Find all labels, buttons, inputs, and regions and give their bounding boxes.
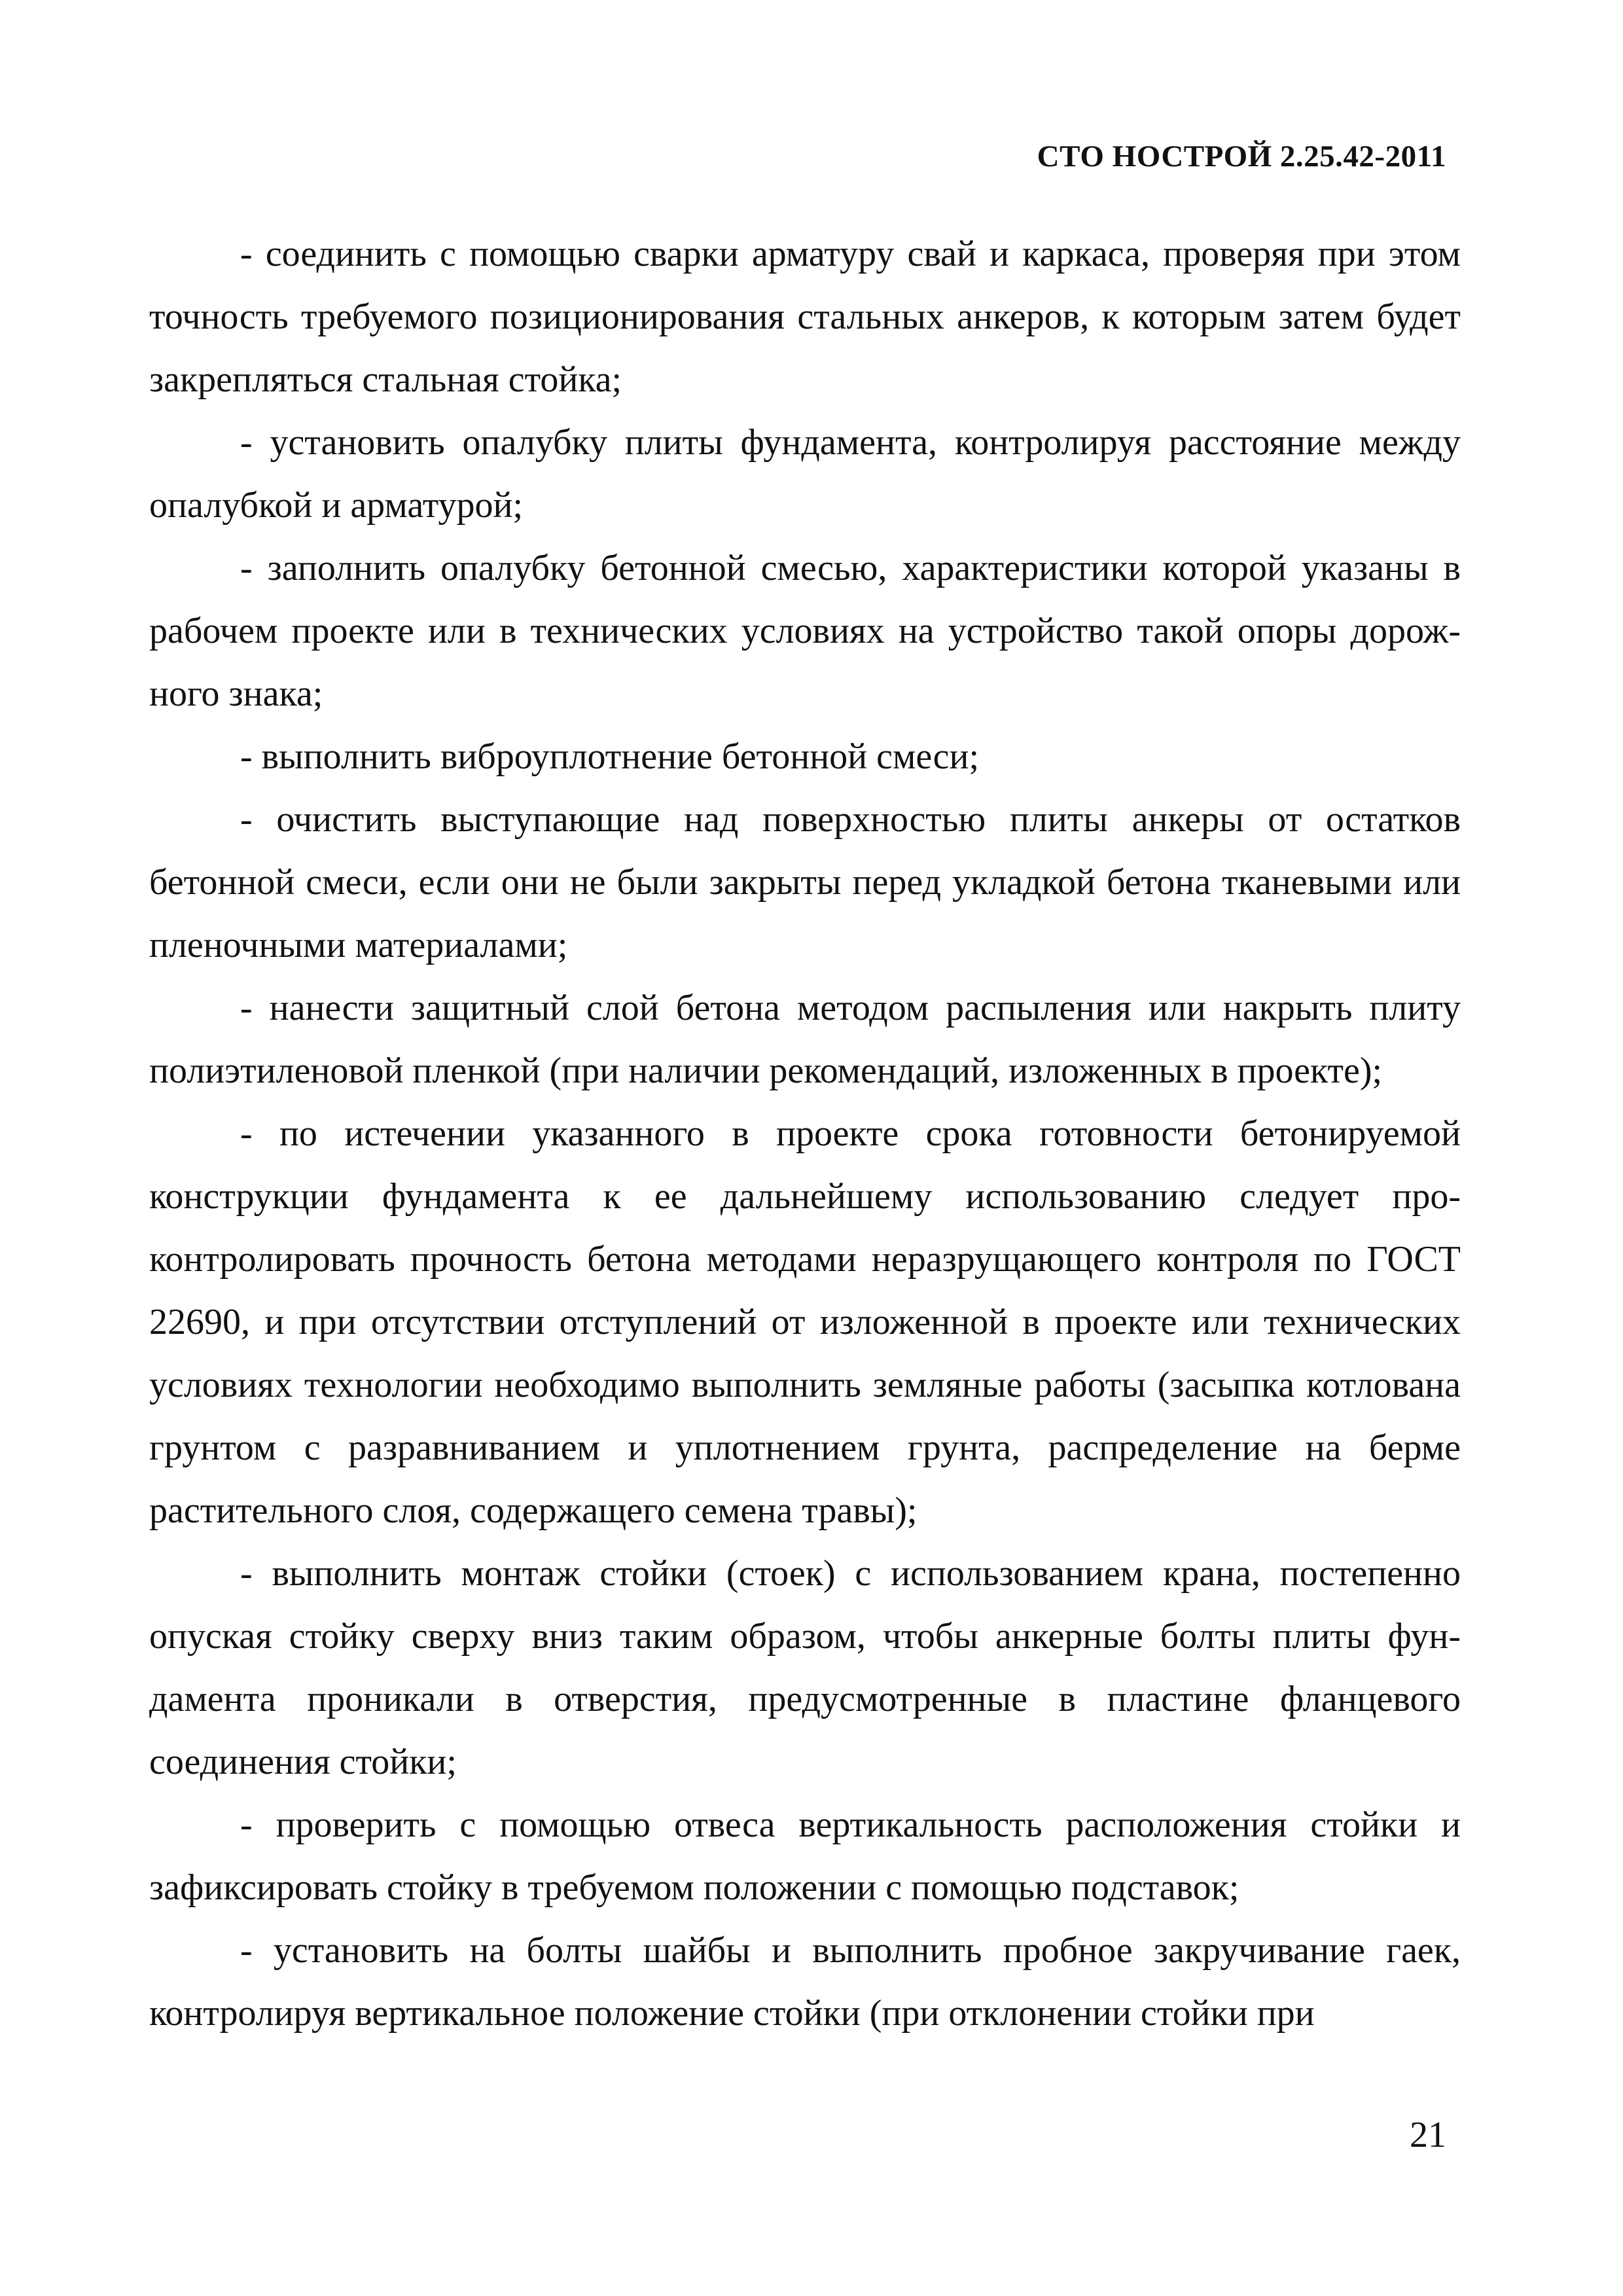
paragraph-strength-control: - по истечении указанного в проекте срока готовности бетонируемой конструкции фундамента к ее дальнейшему использованию следует проконтролировать прочность бетона методами неразрущающего контроля по ГОСТ 22690, и при отсутствии отступлений от изложенной в проекте или технических условиях технологии необходимо выполнить земляные работы (засыпка котлована грунтом с разравниванием и уплотнением грунта, распределение на берме растительного слоя, содержащего семена травы); [149, 1113, 1461, 1531]
page-number: 21 [1410, 2115, 1446, 2155]
paragraph-vibro-compaction: - выполнить виброуплотнение бетонной смеси; [240, 736, 980, 777]
paragraph-clean-anchors: - очистить выступающие над поверхностью плиты анкеры от остатков бетонной смеси, если они не были закрыты перед укладкой бетона тканевыми или пленочными материалами; [149, 799, 1461, 965]
paragraph-check-verticality: - проверить с помощью отвеса вертикальность расположения стойки и зафиксировать стойку в требуемом положении с помощью подставок; [149, 1804, 1461, 1908]
paragraph-fill-formwork: - заполнить опалубку бетонной смесью, характеристики которой указаны в рабочем проекте или в технических условиях на устройство такой опоры дорожного знака; [149, 548, 1461, 714]
paragraph-install-formwork: - установить опалубку плиты фундамента, контролируя расстояние между опалубкой и арматурой; [149, 422, 1461, 526]
document-header: СТО НОСТРОЙ 2.25.42-2011 [1037, 139, 1446, 173]
paragraph-weld-reinforcement: - соединить с помощью сварки арматуру свай и каркаса, проверяя при этом точность требуемого позиционирования стальных анкеров, к которым затем будет закрепляться стальная стойка; [149, 234, 1461, 400]
body-text [149, 223, 1461, 2045]
paragraph-protective-layer: - нанести защитный слой бетона методом распыления или накрыть плиту полиэтиленовой пленкой (при наличии рекомендаций, изложенных в проекте); [149, 988, 1461, 1091]
paragraph-mount-post: - выполнить монтаж стойки (стоек) с использованием крана, постепенно опуская стойку сверху вниз таким образом, чтобы анкерные болты плиты фундамента проникали в отверстия, предусмотренные в пластине фланцевого соединения стойки; [149, 1553, 1461, 1782]
paragraph-install-washers: - установить на болты шайбы и выполнить пробное закручивание гаек, контролируя вертикальное положение стойки (при отклонении стойки при [149, 1930, 1461, 2034]
